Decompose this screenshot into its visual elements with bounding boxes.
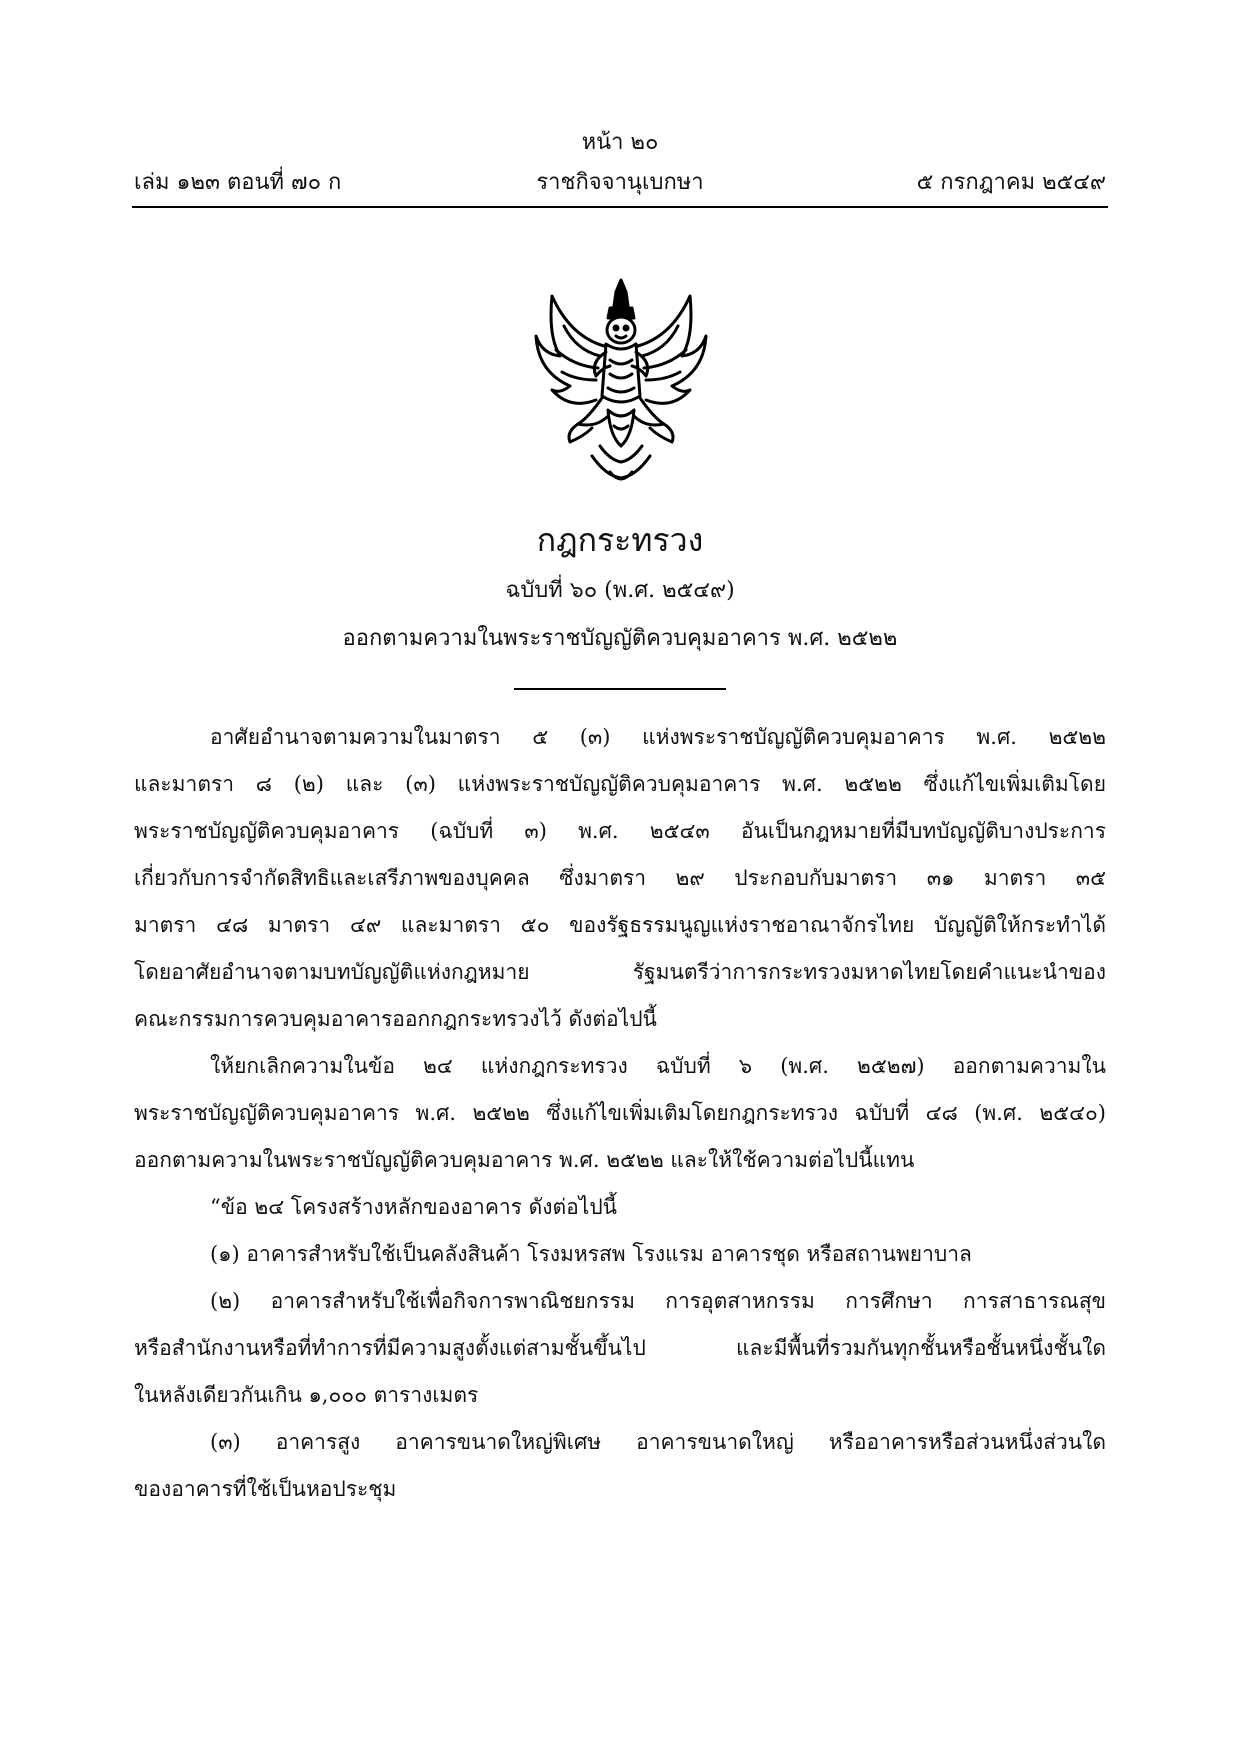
body-line: “ข้อ ๒๔ โครงสร้างหลักของอาคาร ดังต่อไปนี้ (210, 1195, 618, 1219)
page-number: หน้า ๒๐ (581, 130, 659, 155)
body-line: (๑) อาคารสำหรับใช้เป็นคลังสินค้า โรงมหรสพ โรงแรม อาคารชุด หรือสถานพยาบาล (210, 1242, 972, 1266)
gazette-name: ราชกิจจานุเบกษา (536, 170, 704, 195)
garuda-emblem-icon (530, 276, 712, 488)
body-line: พระราชบัญญัติควบคุมอาคาร พ.ศ. ๒๕๒๒ ซึ่งแก้ไขเพิ่มเติมโดยกฎกระทรวง ฉบับที่ ๔๘ (พ.ศ. ๒๕๔๐) (134, 1101, 1106, 1125)
body-line: ออกตามความในพระราชบัญญัติควบคุมอาคาร พ.ศ. ๒๕๒๒ และให้ใช้ความต่อไปนี้แทน (134, 1148, 915, 1172)
body-line: และมาตรา ๘ (๒) และ (๓) แห่งพระราชบัญญัติควบคุมอาคาร พ.ศ. ๒๕๒๒ ซึ่งแก้ไขเพิ่มเติมโดย (134, 772, 1106, 796)
header-divider (132, 206, 1108, 208)
title-divider (514, 688, 726, 690)
body-line: มาตรา ๔๘ มาตรา ๔๙ และมาตรา ๕๐ ของรัฐธรรมนูญแห่งราชอาณาจักรไทย บัญญัติให้กระทำได้ (134, 913, 1106, 937)
document-number: ฉบับที่ ๖๐ (พ.ศ. ๒๕๔๙) (505, 578, 735, 603)
document-subtitle: ออกตามความในพระราชบัญญัติควบคุมอาคาร พ.ศ. ๒๕๒๒ (342, 626, 898, 651)
publication-date: ๕ กรกฎาคม ๒๕๔๙ (916, 170, 1106, 195)
body-line: พระราชบัญญัติควบคุมอาคาร (ฉบับที่ ๓) พ.ศ. ๒๕๔๓ อันเป็นกฎหมายที่มีบทบัญญัติบางประการ (134, 819, 1106, 843)
body-line: (๓) อาคารสูง อาคารขนาดใหญ่พิเศษ อาคารขนาดใหญ่ หรืออาคารหรือส่วนหนึ่งส่วนใด (210, 1430, 1106, 1454)
body-line: เกี่ยวกับการจำกัดสิทธิและเสรีภาพของบุคคล ซึ่งมาตรา ๒๙ ประกอบกับมาตรา ๓๑ มาตรา ๓๕ (134, 866, 1106, 890)
document-title: กฎกระทรวง (536, 521, 704, 559)
body-line: หรือสำนักงานหรือที่ทำการที่มีความสูงตั้งแต่สามชั้นขึ้นไป และมีพื้นที่รวมกันทุกชั้นหรือชั้นหนึ่งชั้นใด (134, 1336, 1106, 1360)
body-line: คณะกรรมการควบคุมอาคารออกกฎกระทรวงไว้ ดังต่อไปนี้ (134, 1007, 657, 1031)
body-line: อาศัยอำนาจตามความในมาตรา ๕ (๓) แห่งพระราชบัญญัติควบคุมอาคาร พ.ศ. ๒๕๒๒ (210, 725, 1106, 749)
body-line: ให้ยกเลิกความในข้อ ๒๔ แห่งกฎกระทรวง ฉบับที่ ๖ (พ.ศ. ๒๕๒๗) ออกตามความใน (210, 1054, 1106, 1078)
body-line: ในหลังเดียวกันเกิน ๑,๐๐๐ ตารางเมตร (134, 1383, 479, 1407)
body-line: โดยอาศัยอำนาจตามบทบัญญัติแห่งกฎหมาย รัฐมนตรีว่าการกระทรวงมหาดไทยโดยคำแนะนำของ (134, 960, 1106, 984)
volume-issue: เล่ม ๑๒๓ ตอนที่ ๗๐ ก (134, 170, 342, 195)
body-line: (๒) อาคารสำหรับใช้เพื่อกิจการพาณิชยกรรม การอุตสาหกรรม การศึกษา การสาธารณสุข (210, 1289, 1106, 1313)
body-line: ของอาคารที่ใช้เป็นหอประชุม (134, 1477, 397, 1501)
